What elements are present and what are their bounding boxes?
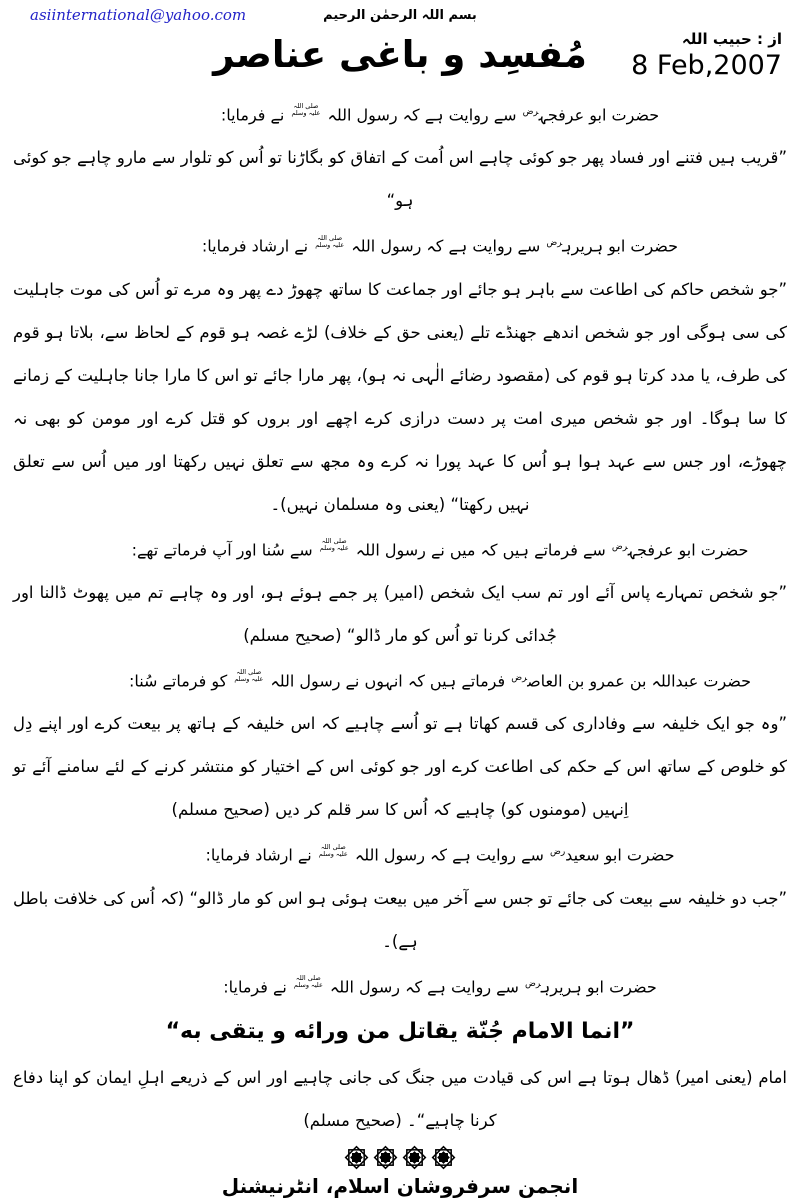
hadith-quote: ”قریب ہیں فتنے اور فساد پھر جو کوئی چاہے اس اُمت کے اتفاق کو بگاڑنا تو اُس کو تلوار سے مارو چاہے جو کوئی ہو“ bbox=[13, 148, 787, 211]
hadith-quote: ”جو شخص تمہارے پاس آئے اور تم سب ایک شخص (امیر) پر جمے ہوئے ہو، اور وہ چاہے تم میں پھوٹ ڈالنا اور جُدائی کرنا تو اُس کو مار ڈالو“ (صحیح مسلم) bbox=[13, 582, 787, 645]
ornament-row bbox=[0, 1144, 800, 1170]
ra-honorific: رض bbox=[611, 541, 628, 552]
star-ornament-icon bbox=[345, 1146, 368, 1169]
hadith-quote: امام (یعنی امیر) ڈھال ہوتا ہے اس کی قیادت میں جنگ کی جانی چاہیے اور اس کے ذریعے اہلِ ایمان کو اپنا دفاع کرنا چاہیے“۔ (صحیح مسلم) bbox=[13, 1067, 787, 1130]
hadith-quote: ”جو شخص حاکم کی اطاعت سے باہر ہو جائے اور جماعت کا ساتھ چھوڑ دے پھر وہ مرے تو اُس کی موت جاہلیت کی سی ہوگی اور جو شخص اندھے جھنڈے تلے (یعنی حق کے خلاف) لڑے غصہ ہو قوم کے لحاظ سے، بلاتا ہو قوم کی طرف، یا مدد کرتا ہو قوم کی (مقصود رضائے الٰہی نہ ہو)، پھر مارا جائے تو اس کا مارا جانا جاہلیت کے زمانے کا سا ہوگا۔ اور جو شخص میری امت پر دست درازی کرے اچھے اور بروں کو قتل کرے اور مومن کو بھی نہ چھوڑے، اور جس سے عہد ہوا ہو اُس کا عہد پورا نہ کرے وہ مجھ سے تعلق نہیں رکھتا اور میں اُس سے تعلق نہیں رکھتا“ (یعنی وہ مسلمان نہیں)۔ bbox=[13, 279, 788, 514]
saw-honorific: صلی اللہ علیہ وسلم bbox=[315, 233, 345, 249]
document-body bbox=[0, 91, 800, 1142]
narrator-line: حضرت عبداللہ بن عمرو بن العاص$^{رض}$ فرماتے ہیں کہ انہوں نے رسول اللہ صلی اللہ علیہ وسلم کو فرماتے سُنا: bbox=[128, 668, 752, 691]
saw-honorific: صلی اللہ علیہ وسلم bbox=[291, 102, 321, 118]
narrator-line: حضرت ابو عرفجہ$^{رض}$ سے فرماتے ہیں کہ میں نے رسول اللہ صلی اللہ علیہ وسلم سے سُنا اور آپ فرماتے تھے: bbox=[131, 536, 749, 559]
saw-honorific: صلی اللہ علیہ وسلم bbox=[234, 668, 264, 684]
date-text: 8 Feb,2007 bbox=[631, 50, 782, 81]
narrator-line: حضرت ابو سعید$^{رض}$ سے روایت ہے کہ رسول اللہ صلی اللہ علیہ وسلم نے ارشاد فرمایا: bbox=[205, 842, 675, 865]
email-address: asiinternational@yahoo.com bbox=[30, 6, 247, 24]
star-ornament-icon bbox=[432, 1146, 455, 1169]
ra-honorific: رض bbox=[511, 672, 528, 683]
author-line: از : حبیب اللہ bbox=[681, 30, 782, 48]
narrator-line: حضرت ابو ہریرہ$^{رض}$ سے روایت ہے کہ رسول اللہ صلی اللہ علیہ وسلم نے ارشاد فرمایا: bbox=[201, 233, 679, 256]
byline bbox=[631, 30, 782, 81]
page-title: مُفسِد و باغی عناصر bbox=[213, 33, 587, 76]
saw-honorific: صلی اللہ علیہ وسلم bbox=[319, 536, 349, 552]
star-ornament-icon bbox=[374, 1146, 397, 1169]
ra-honorific: رض bbox=[525, 978, 541, 989]
star-ornament-icon bbox=[403, 1146, 426, 1169]
footer bbox=[0, 1144, 800, 1201]
narrator-line: حضرت ابو ہریرہ$^{رض}$ سے روایت ہے کہ رسول اللہ صلی اللہ علیہ وسلم نے فرمایا: bbox=[223, 973, 657, 996]
narrator-line: حضرت ابو عرفجہ$^{رض}$ سے روایت ہے کہ رسول اللہ صلی اللہ علیہ وسلم نے فرمایا: bbox=[220, 102, 660, 125]
footer-organization: انجمن سرفروشان اسلام، انٹرنیشنل bbox=[221, 1173, 579, 1198]
bismillah-text: بسم اللہ الرحمٰن الرحیم bbox=[323, 8, 477, 23]
hadith-quote: ”وہ جو ایک خلیفہ سے وفاداری کی قسم کھاتا ہے تو اُسے چاہیے کہ اس خلیفہ کے ہاتھ پر بیعت کرے اور اپنے دِل کو خلوص کے ساتھ اس کے حکم کی اطاعت کرے اور جو کوئی اس کے اختیار کو منتشر کرنے کے لئے سامنے آئے تو اِنہیں (مومنوں کو) چاہیے کہ اُس کا سر قلم کر دیں (صحیح مسلم) bbox=[13, 714, 787, 820]
ra-honorific: رض bbox=[522, 107, 539, 117]
ra-honorific: رض bbox=[549, 847, 566, 858]
saw-honorific: صلی اللہ علیہ وسلم bbox=[293, 973, 323, 989]
arabic-hadith-line: ”انما الامام جُنّة يقاتل من ورائه و يتقى به“ bbox=[165, 1018, 635, 1044]
saw-honorific: صلی اللہ علیہ وسلم bbox=[318, 842, 348, 858]
hadith-quote: ”جب دو خلیفہ سے بیعت کی جائے تو جس سے آخر میں بیعت ہوئی ہو اس کو مار ڈالو“ (کہ اُس کی خلافت باطل ہے)۔ bbox=[13, 888, 787, 951]
ra-honorific: رض bbox=[546, 238, 563, 249]
